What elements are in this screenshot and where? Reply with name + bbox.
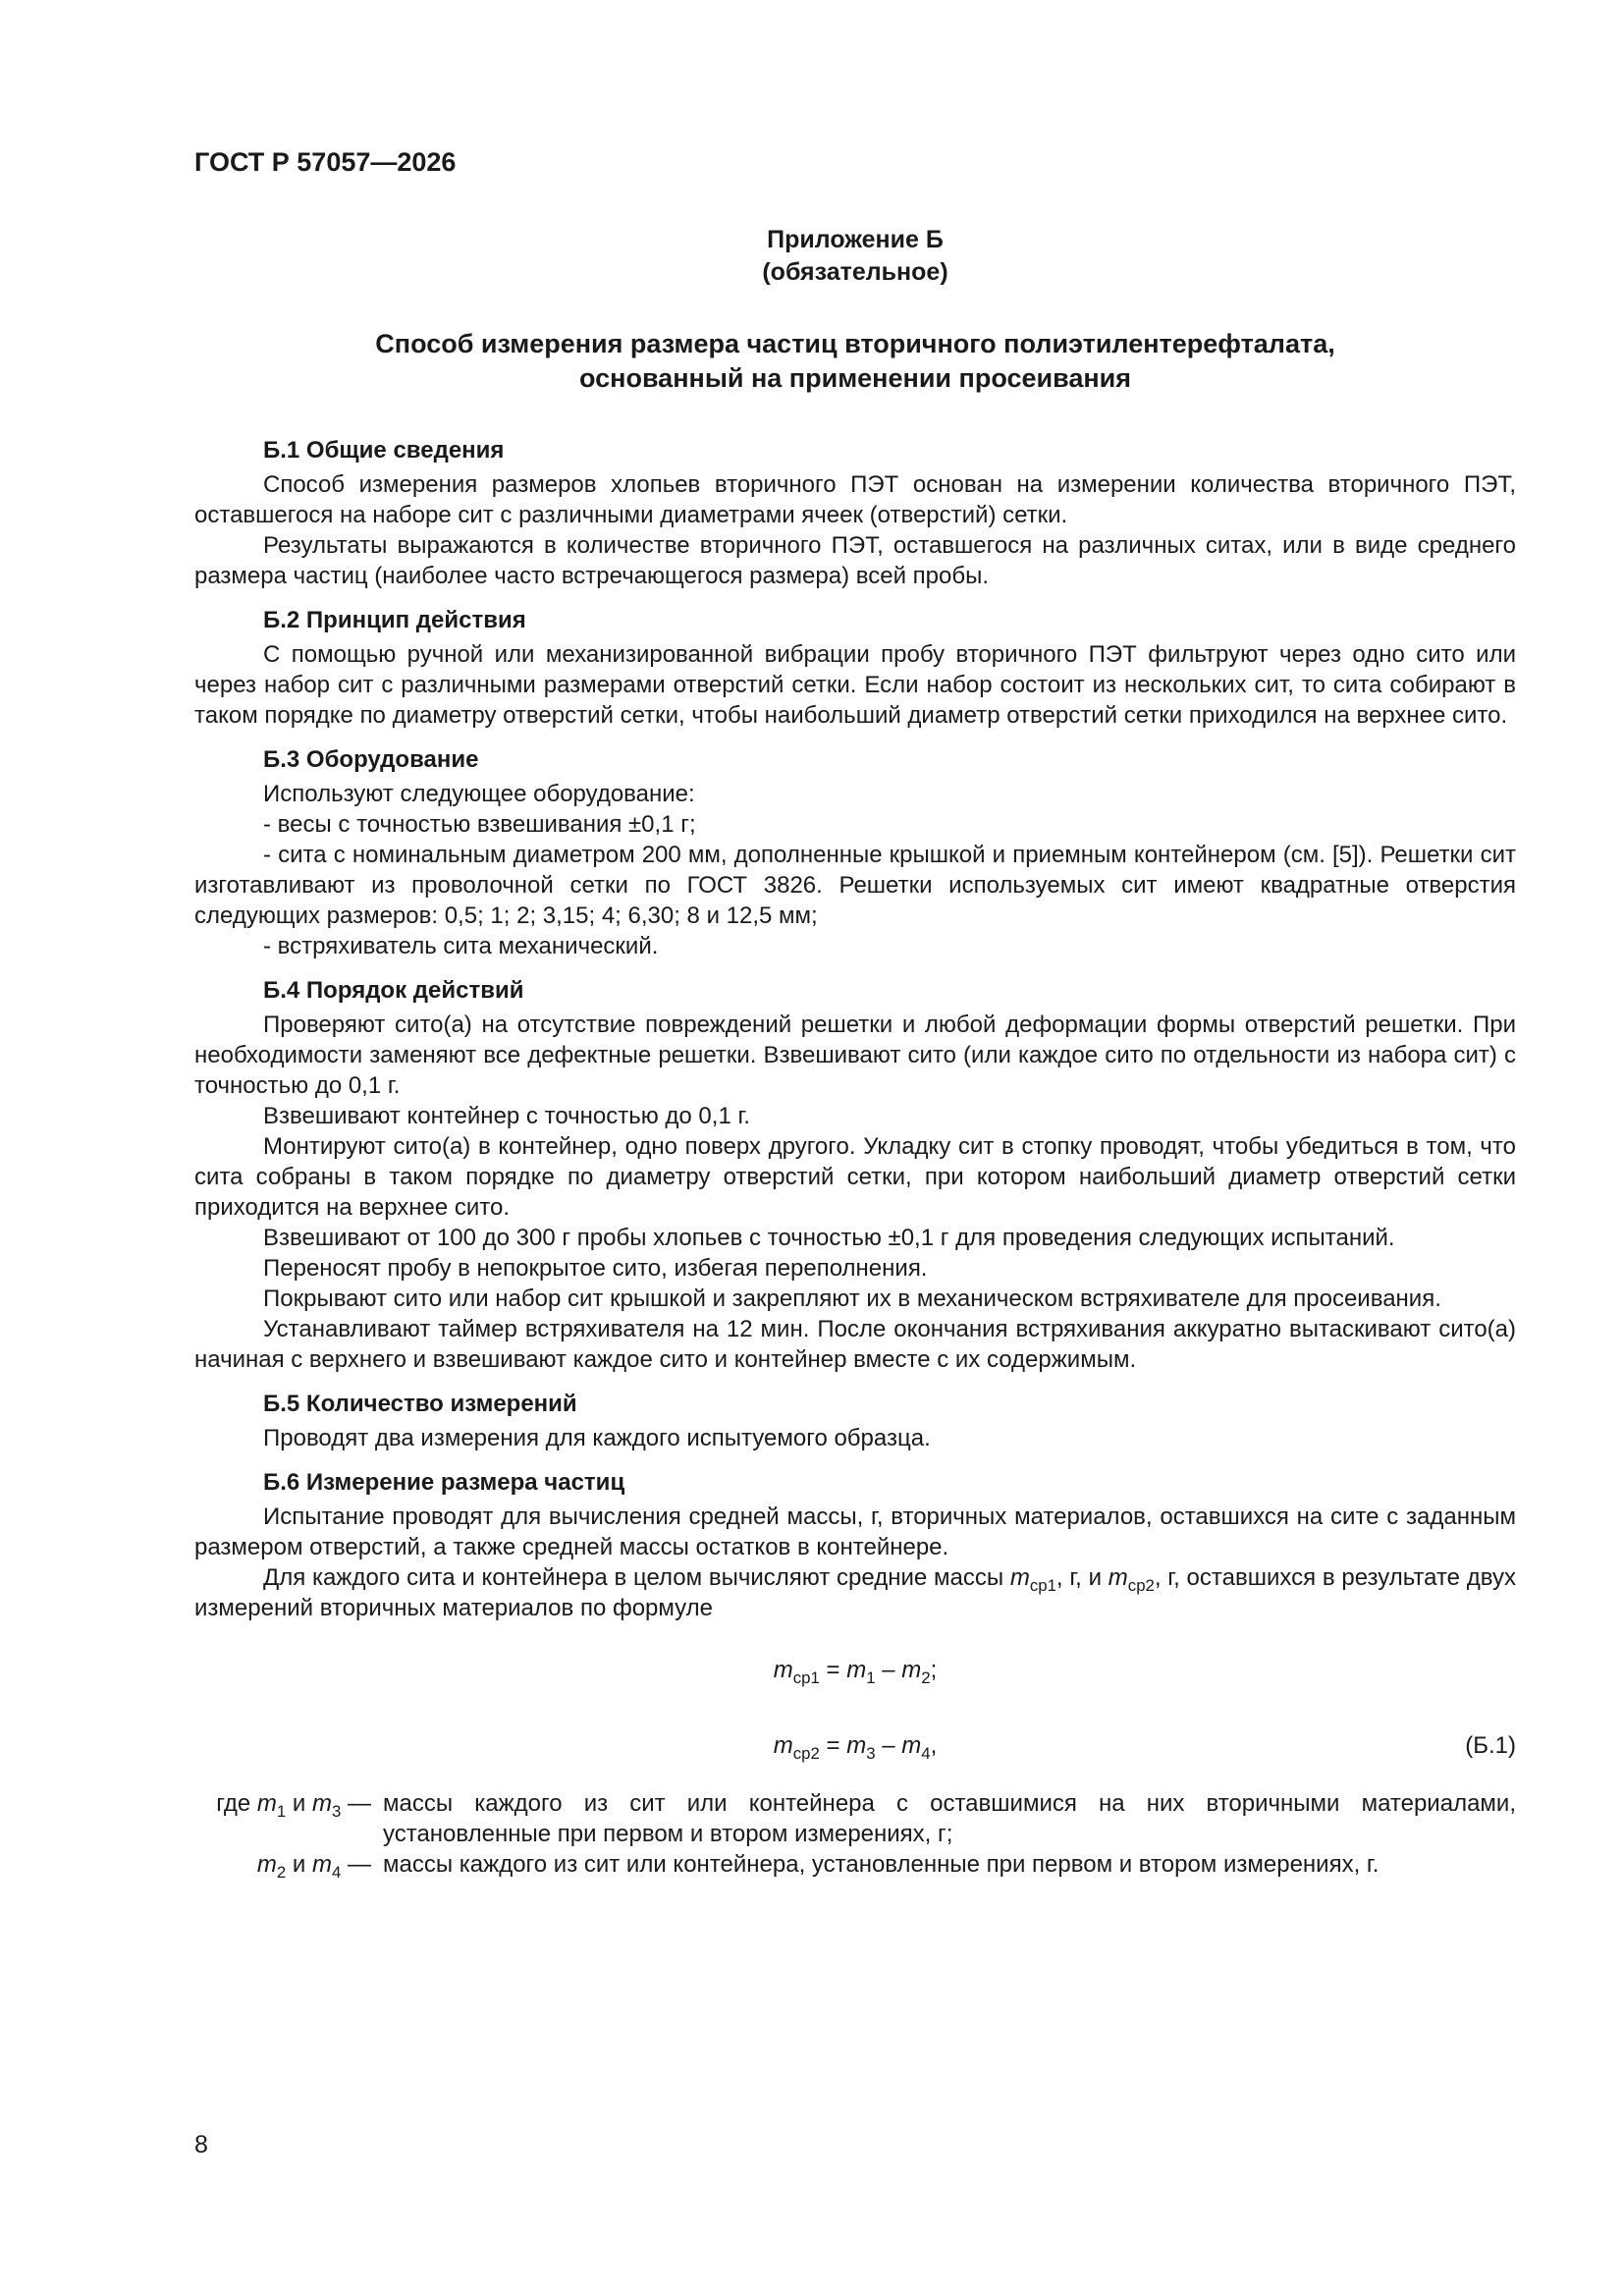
symbol-subscript: 4	[331, 1862, 342, 1882]
dash: —	[341, 1790, 371, 1817]
where-description: массы каждого из сит или контейнера, установленные при первом и втором измерениях, г.	[383, 1851, 1380, 1878]
paragraph: Проводят два измерения для каждого испытуемого образца.	[263, 1425, 931, 1451]
paragraph: Устанавливают таймер встряхивателя на 12 мин. После окончания встряхивания аккуратно вытаскивают сито(а) начиная с верхнего и взвешивают каждое сито и контейнер вместе с их содержимым.	[194, 1316, 1516, 1373]
paragraph: С помощью ручной или механизированной вибрации пробу вторичного ПЭТ фильтруют через одно сито или через набор сит с различными размерами отверстий сетки. Если набор состоит из нескольких сит, то сита собирают в таком порядке по диаметру отверстий сетки, чтобы наибольший диаметр отверстий сетки приходился на верхнее сито.	[194, 641, 1516, 729]
paragraph: Результаты выражаются в количестве вторичного ПЭТ, оставшегося на различных ситах, или в виде среднего размера частиц (наиболее часто встречающегося размера) всей пробы.	[194, 532, 1516, 589]
paragraph: Способ измерения размеров хлопьев вторичного ПЭТ основан на измерении количества вторичного ПЭТ, оставшегося на наборе сит с различными диаметрами ячеек (отверстий) сетки.	[194, 471, 1516, 528]
symbol-subscript: 4	[921, 1743, 931, 1763]
document-header: ГОСТ Р 57057—2026	[194, 147, 457, 177]
section-heading-b4: Б.4 Порядок действий	[263, 977, 524, 1004]
where-term	[194, 1788, 383, 1849]
minus-sign: –	[875, 1732, 902, 1759]
text-run: Для каждого сита и контейнера в целом вычисляют средние массы	[263, 1564, 1010, 1591]
list-item: - весы с точностью взвешивания ±0,1 г;	[263, 811, 696, 838]
section-heading-b2: Б.2 Принцип действия	[263, 607, 526, 633]
symbol-subscript: ср1	[792, 1667, 820, 1687]
symbol-m: m	[256, 1851, 277, 1878]
formula-end: ;	[930, 1657, 938, 1683]
paragraph: Взвешивают контейнер с точностью до 0,1 г.	[263, 1103, 750, 1129]
where-clause	[194, 1788, 1516, 1880]
formula-line-2	[194, 1730, 1516, 1761]
where-word: где	[216, 1790, 257, 1817]
paragraph: Взвешивают от 100 до 300 г пробы хлопьев с точностью ±0,1 г для проведения следующих испытаний.	[263, 1225, 1395, 1251]
where-term	[194, 1849, 383, 1880]
symbol-m: m	[773, 1732, 793, 1759]
paragraph-with-symbols	[194, 1562, 1516, 1623]
section-heading-b1: Б.1 Общие сведения	[263, 437, 505, 464]
symbol-m: m	[901, 1657, 922, 1683]
where-row	[194, 1788, 1516, 1849]
paragraph: Покрывают сито или набор сит крышкой и закрепляют их в механическом встряхивателе для просеивания.	[263, 1285, 1441, 1312]
where-row	[194, 1849, 1516, 1880]
paragraph: Проверяют сито(а) на отсутствие повреждений решетки и любой деформации формы отверстий решетки. При необходимости заменяют все дефектные решетки. Взвешивают сито (или каждое сито по отдельности из набора сит) с точностью до 0,1 г.	[194, 1011, 1516, 1099]
where-description: массы каждого из сит или контейнера с оставшимися на них вторичными материалами, установленные при первом и втором измерениях, г;	[383, 1790, 1516, 1847]
dash: —	[341, 1851, 371, 1878]
symbol-m: m	[256, 1790, 277, 1817]
symbol-m: m	[773, 1657, 793, 1683]
page-number: 8	[194, 2131, 208, 2159]
formula-number: (Б.1)	[1465, 1732, 1516, 1759]
formula-end: ,	[930, 1732, 938, 1759]
symbol-m: m	[311, 1790, 332, 1817]
symbol-m: m	[1108, 1564, 1128, 1591]
annex-status: (обязательное)	[762, 258, 948, 286]
symbol-subscript: 2	[276, 1862, 287, 1882]
conjunction: и	[286, 1790, 312, 1817]
section-heading-b6: Б.6 Измерение размера частиц	[263, 1469, 625, 1496]
symbol-subscript: 1	[276, 1801, 287, 1821]
symbol-subscript: 3	[331, 1801, 342, 1821]
paragraph: Используют следующее оборудование:	[263, 781, 695, 807]
annex-title: Приложение Б	[767, 226, 944, 253]
list-item: - встряхиватель сита механический.	[263, 933, 659, 959]
symbol-m: m	[901, 1732, 922, 1759]
equals-sign: =	[819, 1657, 847, 1683]
equals-sign: =	[819, 1732, 847, 1759]
symbol-subscript: ср1	[1029, 1575, 1056, 1595]
symbol-subscript: ср2	[1127, 1575, 1155, 1595]
paragraph: Переносят пробу в непокрытое сито, избегая переполнения.	[263, 1255, 928, 1282]
symbol-subscript: 2	[921, 1667, 931, 1687]
symbol-subscript: 1	[866, 1667, 876, 1687]
text-run: , г, оставшихся в результате двух измерений вторичных материалов по формуле	[194, 1564, 1517, 1621]
symbol-subscript: 3	[866, 1743, 876, 1763]
annex-heading	[194, 327, 1516, 396]
annex-heading-line-1: Способ измерения размера частиц вторичного полиэтилентерефталата,	[375, 329, 1335, 358]
minus-sign: –	[875, 1657, 902, 1683]
paragraph: Монтируют сито(а) в контейнер, одно поверх другого. Укладку сит в стопку проводят, чтобы убедиться в том, что сита собраны в таком порядке по диаметру отверстий сетки, при котором наибольший диаметр отверстий сетки приходится на верхнее сито.	[194, 1133, 1516, 1221]
list-item: - сита с номинальным диаметром 200 мм, дополненные крышкой и приемным контейнером (см. [5]). Решетки сит изготавливают из проволочной сетки по ГОСТ 3826. Решетки используемых сит имеют квадратные отверстия следующих размеров: 0,5; 1; 2; 3,15; 4; 6,30; 8 и 12,5 мм;	[194, 842, 1516, 929]
annex-heading-line-2: основанный на применении просеивания	[578, 363, 1132, 393]
paragraph: Испытание проводят для вычисления средней массы, г, вторичных материалов, оставшихся на сите с заданным размером отверстий, а также средней массы остатков в контейнере.	[194, 1503, 1516, 1560]
symbol-m: m	[1009, 1564, 1030, 1591]
text-run: , г, и	[1055, 1564, 1109, 1591]
symbol-subscript: ср2	[792, 1743, 820, 1763]
symbol-m: m	[311, 1851, 332, 1878]
symbol-m: m	[846, 1657, 867, 1683]
section-heading-b3: Б.3 Оборудование	[263, 746, 479, 773]
symbol-m: m	[846, 1732, 867, 1759]
section-heading-b5: Б.5 Количество измерений	[263, 1391, 577, 1417]
page-content	[194, 224, 1516, 1880]
formula-line-1	[194, 1655, 1516, 1685]
conjunction: и	[286, 1851, 312, 1878]
